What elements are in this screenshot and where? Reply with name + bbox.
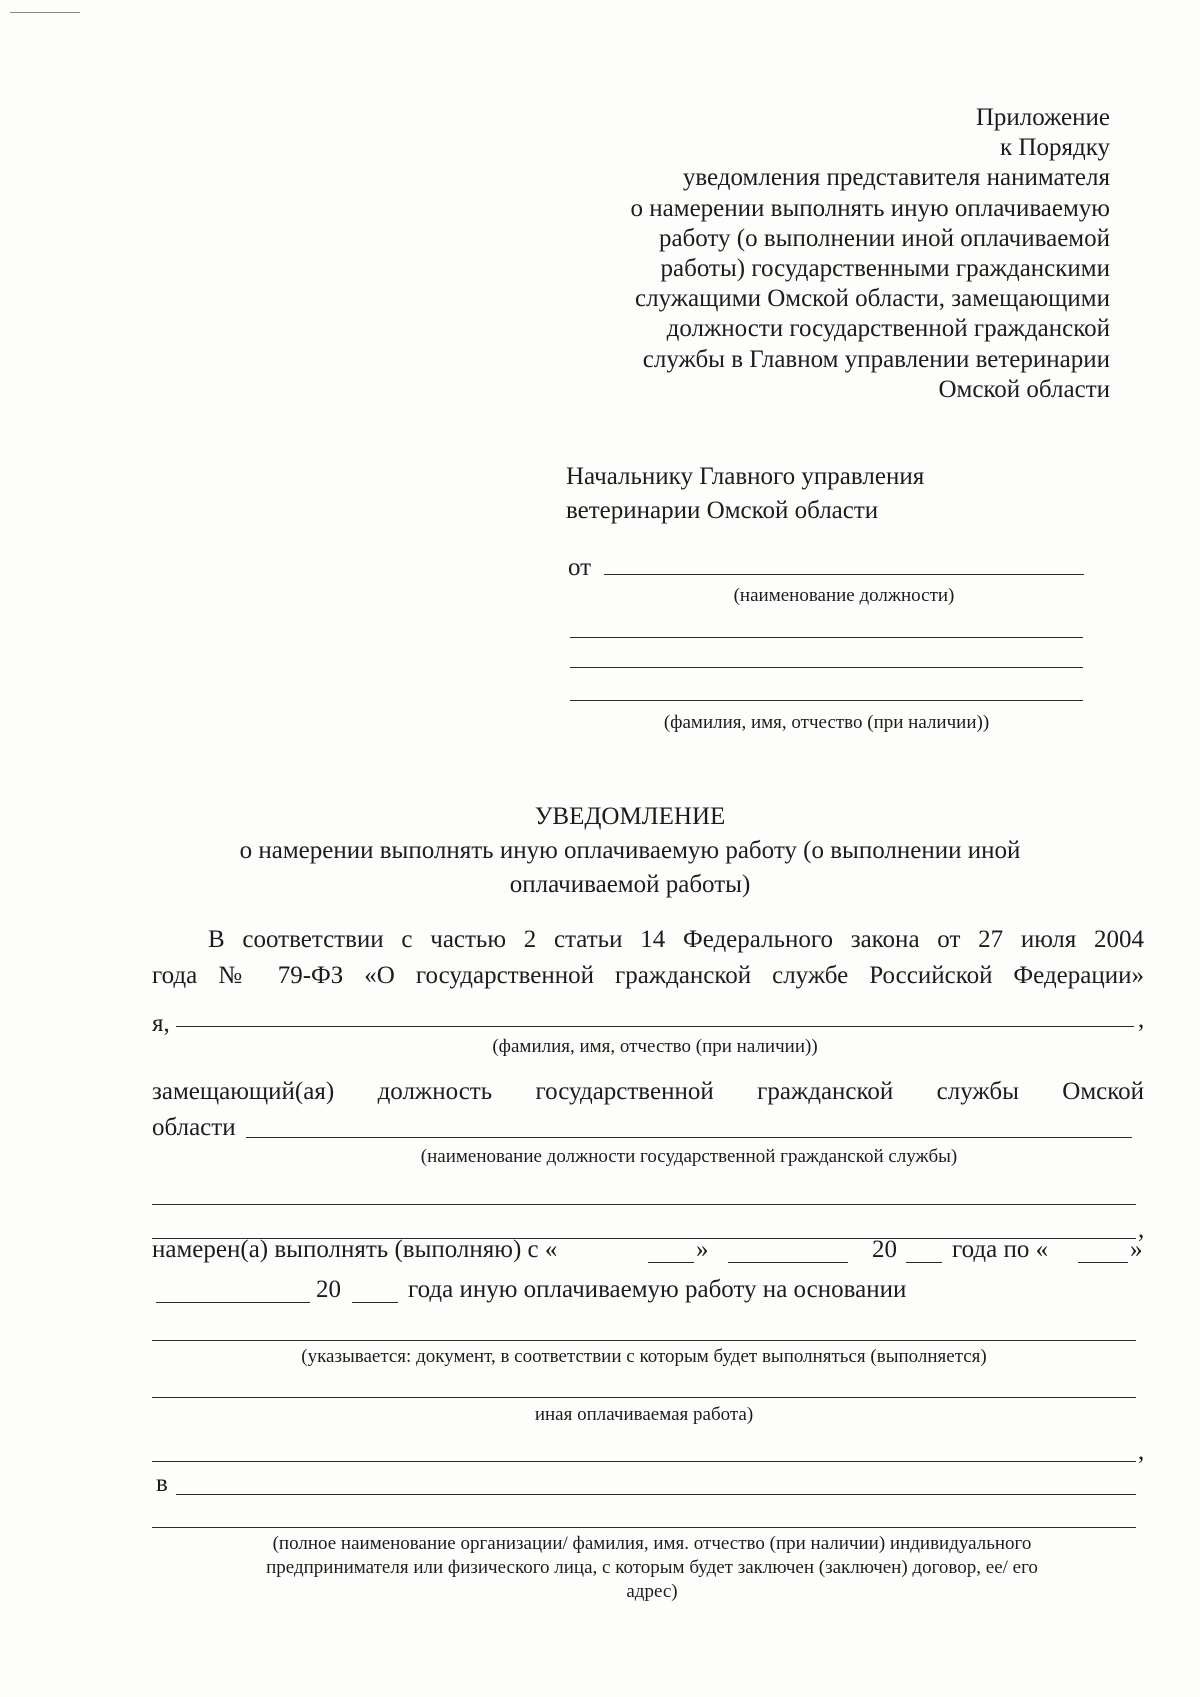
civil-position-field[interactable]: [246, 1137, 1132, 1138]
end-day-field[interactable]: [1078, 1262, 1128, 1263]
scan-mark: [10, 12, 80, 13]
caption-line: предпринимателя или физического лица, с которым будет заключен (заключен) договор, ее/ его: [266, 1557, 1038, 1578]
title-sub: оплачиваемой работы): [509, 871, 751, 898]
para-line: года № 79-ФЗ «О государственной гражданской службе Российской Федерации»: [152, 962, 1144, 989]
organization-caption: [152, 1532, 1152, 1604]
notice-title: [140, 800, 1120, 902]
name-field-line-1[interactable]: [570, 667, 1083, 668]
intend-label: намерен(а) выполнять (выполняю) с «: [152, 1236, 558, 1263]
basis-caption: (указывается: документ, в соответствии с которым будет выполняться (выполняется): [301, 1346, 987, 1367]
applicant-name-caption: (фамилия, имя, отчество (при наличии)): [492, 1036, 818, 1057]
in-label: в: [156, 1470, 168, 1497]
position-caption: (наименование должности): [733, 585, 955, 606]
year-prefix: 20: [872, 1236, 897, 1263]
caption-line: (полное наименование организации/ фамилия, имя. отчество (при наличии) индивидуального: [272, 1533, 1032, 1554]
start-year-field[interactable]: [906, 1262, 942, 1263]
addressee-block: [566, 460, 924, 528]
addressee-line: Начальнику Главного управления: [566, 463, 925, 490]
basis-caption: иная оплачиваемая работа): [534, 1404, 754, 1425]
organization-field-2[interactable]: [152, 1527, 1136, 1528]
appendix-line: служащими Омской области, замещающими: [635, 285, 1110, 313]
caption-line: адрес): [626, 1581, 678, 1602]
appendix-line: уведомления представителя нанимателя: [682, 164, 1110, 192]
applicant-name-field[interactable]: [176, 1026, 1134, 1027]
title-sub: о намерении выполнять иную оплачиваемую работу (о выполнении иной: [239, 837, 1021, 864]
appendix-line: к Порядку: [1000, 134, 1110, 162]
quote-close: »: [696, 1236, 709, 1263]
start-day-field[interactable]: [648, 1262, 694, 1263]
end-month-field[interactable]: [156, 1302, 310, 1303]
appendix-line: о намерении выполнять иную оплачиваемую: [630, 194, 1110, 222]
name-field-line-2[interactable]: [570, 700, 1083, 701]
title-main: УВЕДОМЛЕНИЕ: [534, 803, 726, 830]
appendix-line: Приложение: [975, 104, 1110, 131]
basis-document-field[interactable]: [152, 1340, 1136, 1341]
appendix-line: Омской области: [938, 375, 1110, 403]
appendix-header: [550, 103, 1110, 405]
region-label: области: [152, 1114, 236, 1141]
comma: ,: [1138, 1006, 1145, 1033]
para-line: В соответствии с частью 2 статьи 14 Федерального закона от 27 июля 2004: [208, 926, 1144, 953]
start-month-field[interactable]: [728, 1262, 848, 1263]
from-position-field[interactable]: [604, 574, 1084, 575]
end-year-field[interactable]: [352, 1302, 398, 1303]
appendix-line: должности государственной гражданской: [666, 315, 1110, 343]
basis-document-field-3[interactable]: [152, 1461, 1136, 1462]
appendix-line: работу (о выполнении иной оплачиваемой: [658, 224, 1110, 252]
position-continuation-field[interactable]: [570, 637, 1083, 638]
addressee-line: ветеринарии Омской области: [566, 497, 879, 524]
organization-field[interactable]: [176, 1494, 1136, 1495]
addressee-name-caption: (фамилия, имя, отчество (при наличии)): [663, 712, 990, 733]
appendix-line: работы) государственными гражданскими: [660, 255, 1110, 283]
i-label: я,: [152, 1010, 170, 1037]
para-line: замещающий(ая) должность государственной гражданской службы Омской: [152, 1078, 1144, 1105]
basis-document-field-2[interactable]: [152, 1397, 1136, 1398]
quote-close: »: [1130, 1236, 1143, 1263]
year-to-label: года по «: [952, 1236, 1049, 1263]
civil-position-continuation-1[interactable]: [152, 1204, 1136, 1205]
comma: ,: [1138, 1438, 1145, 1465]
year-prefix: 20: [316, 1276, 341, 1303]
civil-position-caption: (наименование должности государственной гражданской службы): [420, 1146, 958, 1167]
position-paragraph: [152, 1074, 1144, 1110]
comma: ,: [1138, 1216, 1145, 1243]
legal-basis-paragraph: [152, 922, 1144, 994]
from-label: от: [568, 554, 592, 581]
appendix-line: службы в Главном управлении ветеринарии: [642, 345, 1110, 373]
basis-label: года иную оплачиваемую работу на основании: [408, 1276, 907, 1303]
